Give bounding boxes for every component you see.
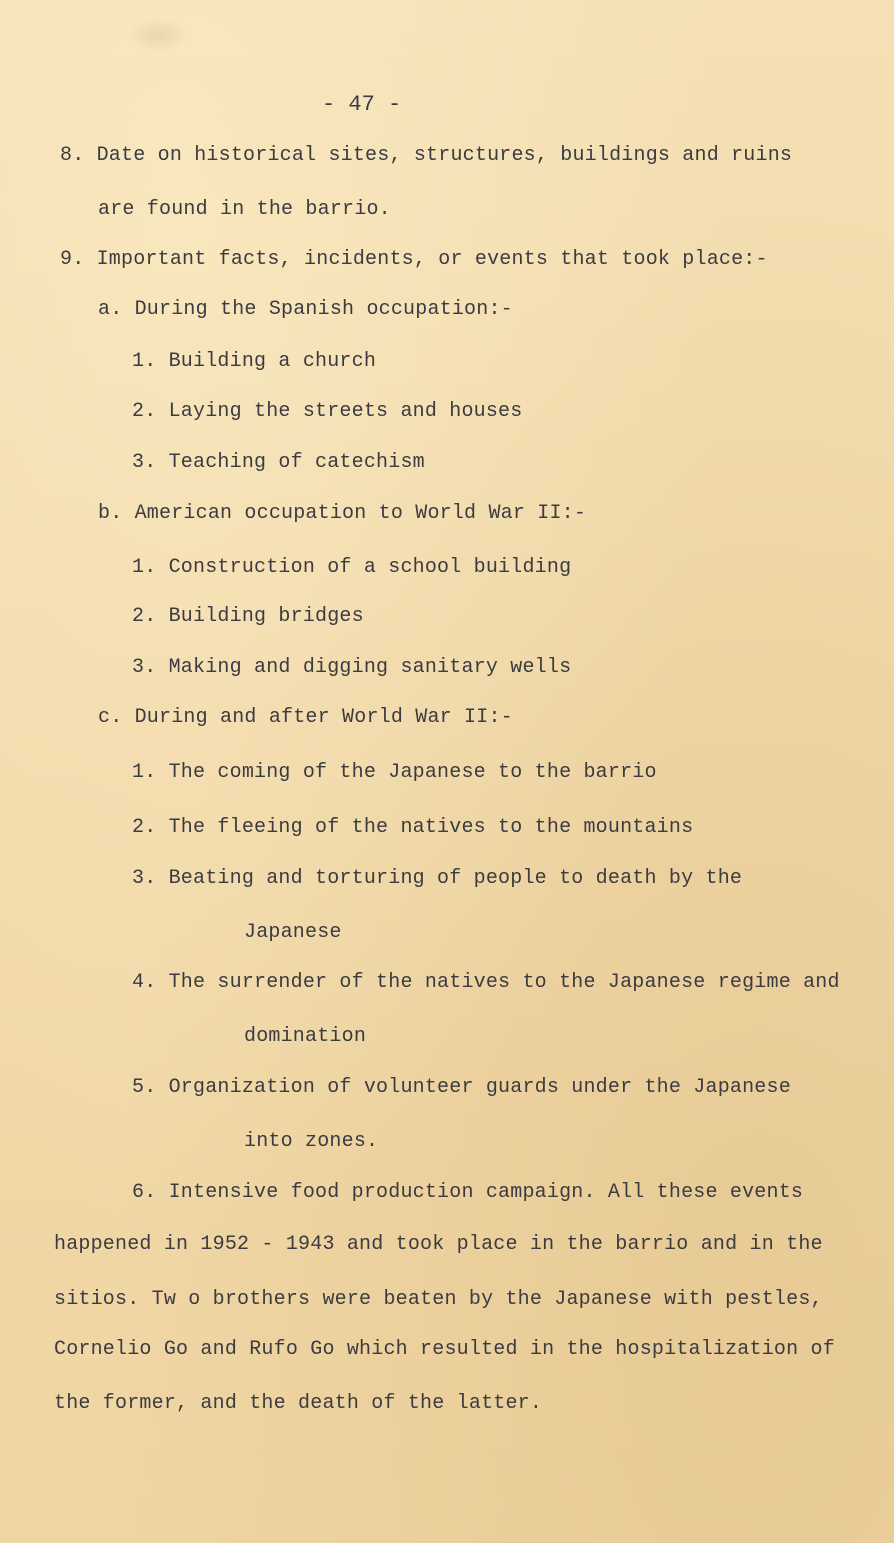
section-a-item-2: 2. Laying the streets and houses — [132, 400, 523, 423]
paper-smudge — [128, 18, 188, 52]
section-b-item-2: 2. Building bridges — [132, 605, 364, 628]
section-c-heading: c. During and after World War II:- — [98, 706, 513, 729]
section-b-heading: b. American occupation to World War II:- — [98, 502, 587, 525]
section-b-item-1: 1. Construction of a school building — [132, 556, 572, 579]
paragraph-line-3: Cornelio Go and Rufo Go which resulted in the hospitalization of — [54, 1338, 835, 1361]
section-c-item-4-line-2: domination — [244, 1025, 367, 1048]
section-b-item-3: 3. Making and digging sanitary wells — [132, 656, 572, 679]
item-8-line-1: 8. Date on historical sites, structures, buildings and ruins — [60, 144, 793, 167]
section-c-item-2: 2. The fleeing of the natives to the mountains — [132, 816, 694, 839]
section-a-heading: a. During the Spanish occupation:- — [98, 298, 513, 321]
section-a-item-3: 3. Teaching of catechism — [132, 451, 425, 474]
section-c-item-5-line-1: 5. Organization of volunteer guards under the Japanese — [132, 1076, 791, 1099]
section-a-item-1: 1. Building a church — [132, 350, 377, 373]
paragraph-line-4: the former, and the death of the latter. — [54, 1392, 543, 1415]
section-c-item-3-line-1: 3. Beating and torturing of people to death by the — [132, 867, 743, 890]
item-9-heading: 9. Important facts, incidents, or events that took place:- — [60, 248, 768, 271]
section-c-item-6-line-1: 6. Intensive food production campaign. All these events — [132, 1181, 804, 1204]
item-8-line-2: are found in the barrio. — [98, 198, 391, 221]
section-c-item-4-line-1: 4. The surrender of the natives to the Japanese regime and — [132, 971, 840, 994]
paragraph-line-1: happened in 1952 - 1943 and took place in the barrio and in the — [54, 1233, 823, 1256]
section-c-item-5-line-2: into zones. — [244, 1130, 379, 1153]
section-c-item-1: 1. The coming of the Japanese to the barrio — [132, 761, 657, 784]
page-number: - 47 - — [322, 92, 402, 117]
paragraph-line-2: sitios. Tw o brothers were beaten by the Japanese with pestles, — [54, 1288, 823, 1311]
section-c-item-3-line-2: Japanese — [244, 921, 342, 944]
